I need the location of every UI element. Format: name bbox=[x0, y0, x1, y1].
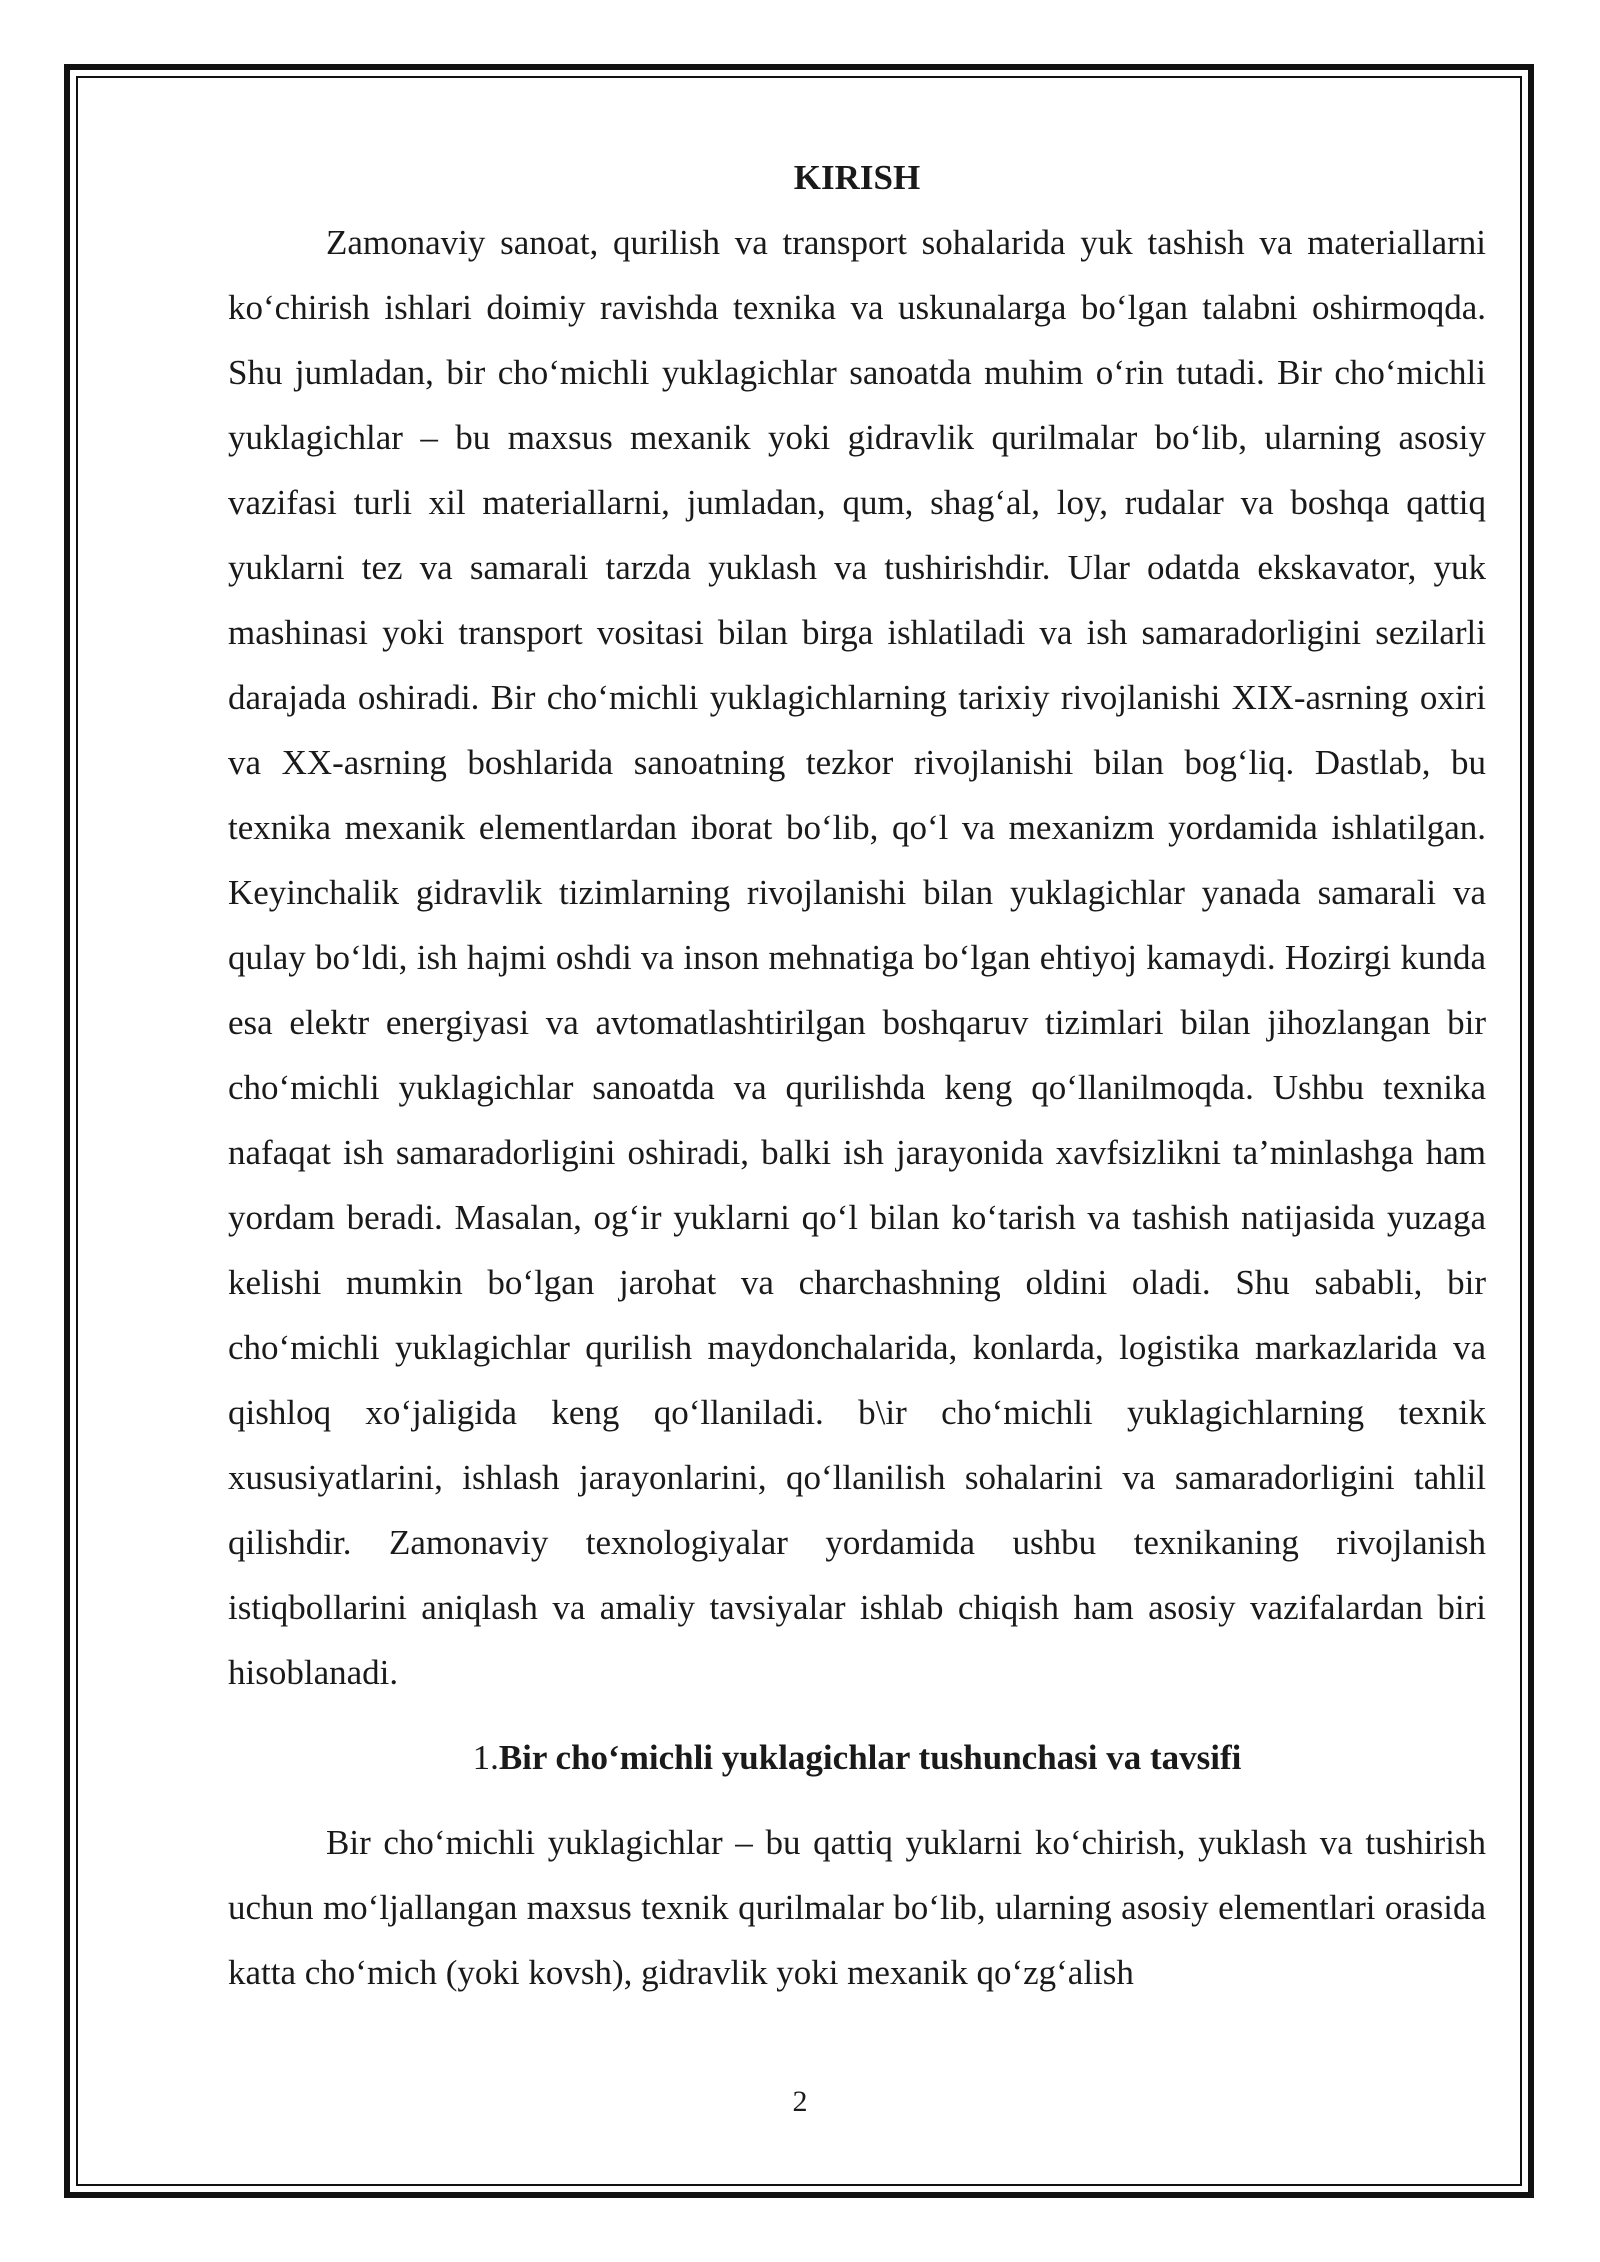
page-number: 2 bbox=[792, 2085, 808, 2118]
section-number: 1. bbox=[472, 1738, 499, 1777]
document-title: KIRISH bbox=[793, 158, 921, 197]
document-body bbox=[228, 145, 1486, 2005]
intro-paragraph: Zamonaviy sanoat, qurilish va transport sohalarida yuk tashish va materiallarni ko‘chirish ishlari doimiy ravishda texnika va uskunalarga bo‘lgan talabni oshirmoqda. Shu jumladan, bir cho‘michli yuklagichlar sanoatda muhim o‘rin tutadi. Bir cho‘michli yuklagichlar – bu maxsus mexanik yoki gidravlik qurilmalar bo‘lib, ularning asosiy vazifasi turli xil materiallarni, jumladan, qum, shag‘al, loy, rudalar va boshqa qattiq yuklarni tez va samarali tarzda yuklash va tushirishdir. Ular odatda ekskavator, yuk mashinasi yoki transport vositasi bilan birga ishlatiladi va ish samaradorligini sezilarli darajada oshiradi. Bir cho‘michli yuklagichlarning tarixiy rivojlanishi XIX-asrning oxiri va XX-asrning boshlarida sanoatning tezkor rivojlanishi bilan bog‘liq. Dastlab, bu texnika mexanik elementlardan iborat bo‘lib, qo‘l va mexanizm yordamida ishlatilgan. Keyinchalik gidravlik tizimlarning rivojlanishi bilan yuklagichlar yanada samarali va qulay bo‘ldi, ish hajmi oshdi va inson mehnatiga bo‘lgan ehtiyoj kamaydi. Hozirgi kunda esa elektr energiyasi va avtomatlashtirilgan boshqaruv tizimlari bilan jihozlangan bir cho‘michli yuklagichlar sanoatda va qurilishda keng qo‘llanilmoqda. Ushbu texnika nafaqat ish samaradorligini oshiradi, balki ish jarayonida xavfsizlikni ta’minlashga ham yordam beradi. Masalan, og‘ir yuklarni qo‘l bilan ko‘tarish va tashish natijasida yuzaga kelishi mumkin bo‘lgan jarohat va charchashning oldini oladi. Shu sababli, bir cho‘michli yuklagichlar qurilish maydonchalarida, konlarda, logistika markazlarida va qishloq xo‘jaligida keng qo‘llaniladi. b\ir cho‘michli yuklagichlarning texnik xususiyatlarini, ishlash jarayonlarini, qo‘llanilish sohalarini va samaradorligini tahlil qilishdir. Zamonaviy texnologiyalar yordamida ushbu texnikaning rivojlanish istiqbollarini aniqlash va amaliy tavsiyalar ishlab chiqish ham asosiy vazifalardan biri hisoblanadi. bbox=[228, 223, 1486, 1692]
section-title: Bir cho‘michli yuklagichlar tushunchasi va tavsifi bbox=[498, 1738, 1242, 1777]
section-heading bbox=[228, 1725, 1486, 1790]
section-paragraph: Bir cho‘michli yuklagichlar – bu qattiq yuklarni ko‘chirish, yuklash va tushirish uchun mo‘ljallangan maxsus texnik qurilmalar bo‘lib, ularning asosiy elementlari orasida katta cho‘mich (yoki kovsh), gidravlik yoki mexanik qo‘zg‘alish bbox=[228, 1823, 1486, 1992]
